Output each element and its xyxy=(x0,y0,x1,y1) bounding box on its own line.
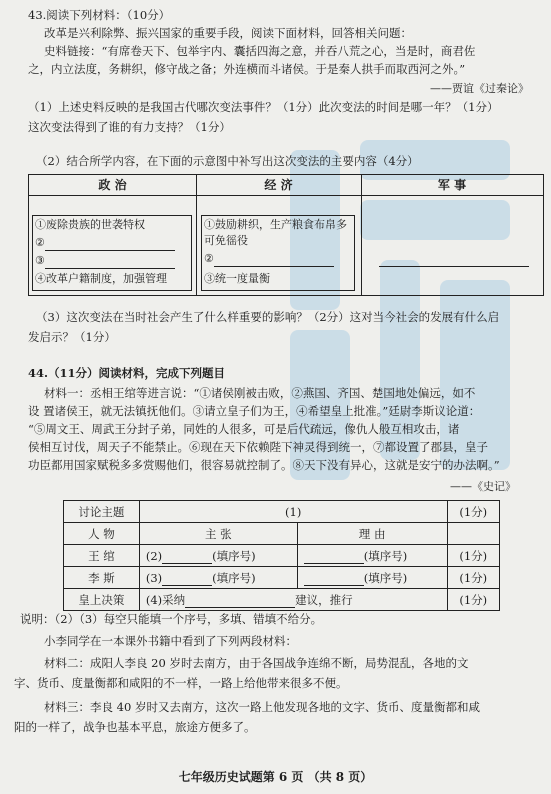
answer-blank[interactable] xyxy=(45,238,175,251)
answer-blank[interactable] xyxy=(185,595,295,608)
q43-sub1: 这次变法得到了谁的有力支持？（1分） xyxy=(28,120,231,134)
q44-material: 材料一：丞相王绾等进言说：“①诸侯刚被击败，②燕国、齐国、楚国地处偏远，如不 xyxy=(44,386,476,400)
q43-sub3: 发启示？（1分） xyxy=(28,330,116,344)
material-three: 材料三：李良 40 岁时又去南方，这次一路上他发现各地的文字、货币、度量衡都和咸 xyxy=(44,700,480,714)
blank-number: (4) xyxy=(145,592,163,607)
person-label: 人 物 xyxy=(64,523,140,545)
fill-hint: 采纳 xyxy=(162,592,186,607)
q44-material: 侯相互讨伐，周天子不能禁止。⑥现在天下依赖陛下神灵得到统一，⑦都设置了郡县，皇子 xyxy=(28,440,488,454)
economy-item: ①鼓励耕织，生产粮食布帛多 xyxy=(204,218,347,231)
answer-blank[interactable] xyxy=(214,254,334,267)
economy-item: ② xyxy=(204,252,214,265)
answer-blank[interactable] xyxy=(162,573,212,586)
politics-item: ①废除贵族的世袭特权 xyxy=(35,218,145,231)
q44-title: 44.（11分）阅读材料，完成下列题目 xyxy=(28,366,226,380)
topic-answer[interactable]: (1) xyxy=(139,501,447,523)
fill-hint: (填序号) xyxy=(363,548,408,563)
q43-line: 史料链接：“有席卷天下、包举宇内、囊括四海之意，并吞八荒之心，当是时，商君佐 xyxy=(44,44,476,58)
material-three: 阳的一样了，战争也基本平息，旅途方便多了。 xyxy=(14,720,256,734)
q44-material: “⑤周文王、周武王分封子弟，同姓的人很多，可是后代疏远，像仇人般互相攻击，诸 xyxy=(28,422,460,436)
score-cell: (1分) xyxy=(447,589,499,611)
economy-item: ③统一度量衡 xyxy=(204,272,270,285)
score-cell: (1分) xyxy=(447,567,499,589)
fill-hint: 建议，推行 xyxy=(295,592,353,607)
reform-diagram xyxy=(28,174,544,296)
material-two: 材料二：成阳人李良 20 岁时去南方，由于各国战争连绵不断，局势混乱，各地的文 xyxy=(44,656,469,670)
discussion-table xyxy=(63,500,500,611)
politics-item: ② xyxy=(35,236,45,249)
q43-sub1: （1）上述史料反映的是我国古代哪次变法事件？（1分）此次变法的时间是哪一年？（1分） xyxy=(28,100,499,114)
material-two: 字、货币、度量衡都和咸阳的不一样，一路上给他带来很多不便。 xyxy=(14,676,348,690)
politics-item: ③ xyxy=(35,254,45,267)
page-footer: 七年级历史试题第 6 页 （共 8 页） xyxy=(178,770,373,784)
q43-intro: 43.阅读下列材料：（10分） xyxy=(28,8,171,22)
answer-blank[interactable] xyxy=(162,551,212,564)
person-name: 皇上决策 xyxy=(64,589,140,611)
q43-sub3: （3）这次变法在当时社会产生了什么样重要的影响？（2分）这对当今社会的发展有什么启 xyxy=(36,310,500,324)
header-politics: 政 治 xyxy=(29,175,196,196)
politics-item: ④改革户籍制度，加强管理 xyxy=(35,272,167,285)
score-cell: (1分) xyxy=(447,501,499,523)
person-name: 李 斯 xyxy=(64,567,140,589)
q43-sub2: （2）结合所学内容，在下面的示意图中补写出这次变法的主要内容（4分） xyxy=(36,154,419,168)
answer-blank[interactable] xyxy=(379,254,529,267)
answer-blank[interactable] xyxy=(304,573,364,586)
q43-source: ——贾谊《过秦论》 xyxy=(430,82,529,95)
table-row xyxy=(64,545,500,567)
view-label: 主 张 xyxy=(139,523,297,545)
fill-hint: (填序号) xyxy=(363,570,408,585)
q44-source: ——《史记》 xyxy=(450,480,516,493)
blank-number: (2) xyxy=(145,548,163,563)
q43-line: 改革是兴利除弊、振兴国家的重要手段，阅读下面材料，回答相关问题： xyxy=(44,26,412,40)
economy-item: 可免徭役 xyxy=(204,234,248,247)
fill-hint: (填序号) xyxy=(212,570,256,585)
answer-blank[interactable] xyxy=(304,551,364,564)
header-economy: 经 济 xyxy=(196,175,361,196)
blank-number: (3) xyxy=(145,570,163,585)
answer-blank[interactable] xyxy=(45,256,175,269)
header-military: 军 事 xyxy=(361,175,543,196)
score-cell: (1分) xyxy=(447,545,499,567)
q43-line: 之，内立法度，务耕织，修守战之备；外连横而斗诸侯。于是秦人拱手而取西河之外。” xyxy=(28,62,466,76)
table-row xyxy=(64,567,500,589)
q44-note: 说明：（2）（3）每空只能填一个序号，多填、错填不给分。 xyxy=(20,612,323,626)
reason-label: 理 由 xyxy=(297,523,447,545)
fill-hint: (填序号) xyxy=(212,548,256,563)
person-name: 王 绾 xyxy=(64,545,140,567)
q44-material: 设 置诸侯王，就无法镇抚他们。③请立皇子们为王，④希望皇上批准。”廷尉李斯议论道： xyxy=(28,404,481,418)
q44-material: 功臣都用国家赋税多多赏赐他们，很容易就控制了。⑧天下没有异心，这就是安宁的办法啊。” xyxy=(28,458,500,472)
topic-label: 讨论主题 xyxy=(64,501,140,523)
q44-paragraph: 小李同学在一本课外书籍中看到了下列两段材料： xyxy=(44,634,297,648)
table-row xyxy=(64,589,500,611)
